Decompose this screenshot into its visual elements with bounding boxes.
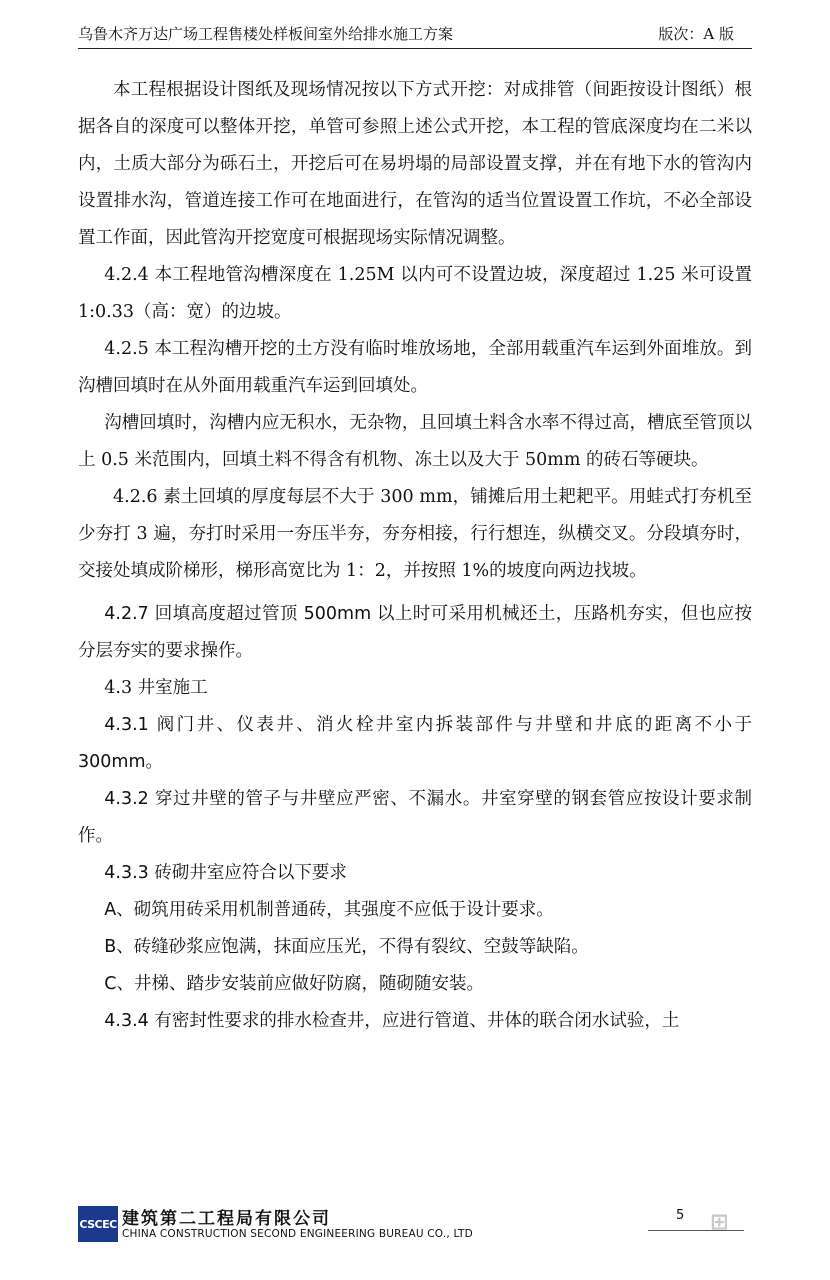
company-name-cn: 建筑第二工程局有限公司 [122, 1209, 331, 1229]
paragraph-4-3-4: 4.3.4 有密封性要求的排水检查井，应进行管道、井体的联合闭水试验，土 [104, 1011, 680, 1031]
document-body [78, 72, 752, 1040]
company-name-en: CHINA CONSTRUCTION SECOND ENGINEERING BUREAU CO., LTD [122, 1228, 473, 1240]
version-label: 版次：A 版 [658, 25, 734, 43]
paragraph-4-3-3: 4.3.3 砖砌井室应符合以下要求 [104, 863, 347, 883]
paragraph-backfill: 沟槽回填时，沟槽内应无积水，无杂物，且回填土料含水率不得过高，槽底至管顶以上 0.5 米范围内，回填土料不得含有机物、冻土以及大于 50mm 的砖石等硬块。 [78, 413, 752, 470]
paragraph-4-2-5: 4.2.5 本工程沟槽开挖的土方没有临时堆放场地，全部用载重汽车运到外面堆放。到沟槽回填时在从外面用载重汽车运到回填处。 [78, 339, 752, 396]
page-header [78, 18, 752, 49]
watermark-icon: ⊞ [710, 1210, 729, 1235]
paragraph-excavation: 本工程根据设计图纸及现场情况按以下方式开挖：对成排管（间距按设计图纸）根据各自的深度可以整体开挖，单管可参照上述公式开挖，本工程的管底深度均在二米以内，土质大部分为砾石土，开挖后可在易坍塌的局部设置支撑，并在有地下水的管沟内设置排水沟，管道连接工作可在地面进行，在管沟的适当位置设置工作坑，不必全部设置工作面，因此管沟开挖宽度可根据现场实际情况调整。 [78, 80, 752, 248]
list-item-c: C、井梯、踏步安装前应做好防腐，随砌随安装。 [104, 974, 484, 994]
list-item-b: B、砖缝砂浆应饱满，抹面应压光，不得有裂纹、空鼓等缺陷。 [104, 937, 589, 957]
page-footer [78, 1198, 752, 1248]
document-title: 乌鲁木齐万达广场工程售楼处样板间室外给排水施工方案 [78, 25, 454, 43]
company-logo: CSCEC [78, 1206, 118, 1242]
page-number: 5 [676, 1208, 685, 1223]
paragraph-4-2-7: 4.2.7 回填高度超过管顶 500mm 以上时可采用机械还土，压路机夯实，但也应按分层夯实的要求操作。 [78, 604, 752, 661]
paragraph-4-3-1: 4.3.1 阀门井、仪表井、消火栓井室内拆装部件与井壁和井底的距离不小于 300mm。 [78, 715, 752, 772]
paragraph-4-2-4: 4.2.4 本工程地管沟槽深度在 1.25M 以内可不设置边坡，深度超过 1.25 米可设置 1:0.33（高：宽）的边坡。 [78, 265, 752, 322]
list-item-a: A、砌筑用砖采用机制普通砖，其强度不应低于设计要求。 [104, 900, 554, 920]
section-heading-4-3: 4.3 井室施工 [104, 678, 208, 698]
paragraph-4-3-2: 4.3.2 穿过井壁的管子与井壁应严密、不漏水。井室穿壁的钢套管应按设计要求制作。 [78, 789, 752, 846]
paragraph-4-2-6: 4.2.6 素土回填的厚度每层不大于 300 mm，铺摊后用土耙耙平。用蛙式打夯机至少夯打 3 遍，夯打时采用一夯压半夯，夯夯相接，行行想连，纵横交叉。分段填夯时，交接处填成阶梯形，梯形高宽比为 1：2，并按照 1%的坡度向两边找坡。 [78, 487, 752, 581]
